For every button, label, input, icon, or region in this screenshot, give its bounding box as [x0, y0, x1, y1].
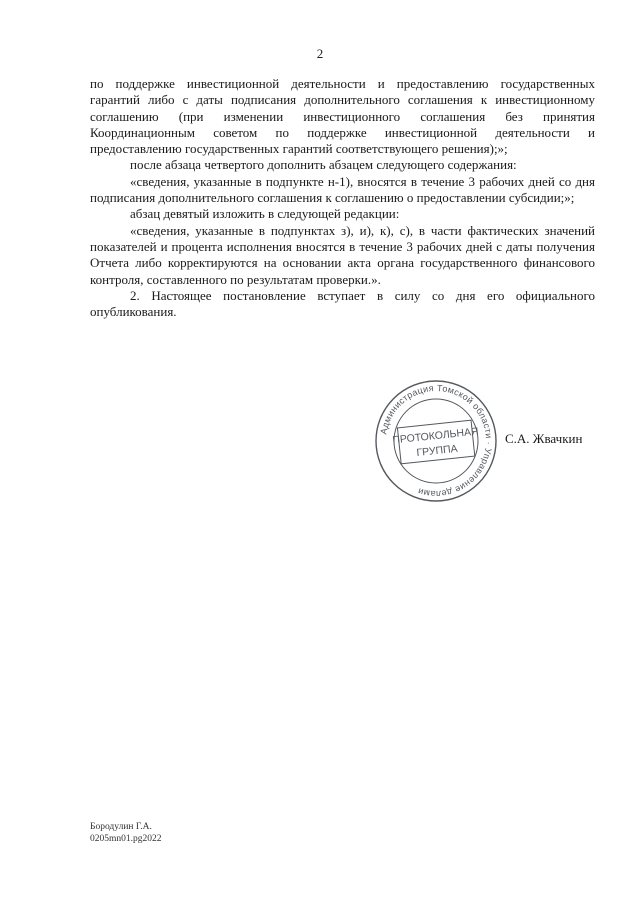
footer-doc-code: 0205mn01.pg2022	[90, 834, 162, 844]
stamp-center-line2: ГРУППА	[415, 442, 459, 460]
stamp-center-line1: ПРОТОКОЛЬНАЯ	[391, 425, 480, 447]
body-text	[90, 76, 595, 320]
paragraph: «сведения, указанные в подпунктах з), и), к), с), в части фактических значений показателей и процента исполнения вносятся в течение 3 рабочих дней с даты получения Отчета либо корректируются на основании акта органа государственного финансового контроля, составленного по результатам проверки.».	[90, 222, 595, 287]
stamp-ring-text: Администрация Томской области · Управление делами	[378, 382, 495, 500]
paragraph: после абзаца четвертого дополнить абзацем следующего содержания:	[130, 157, 517, 173]
official-stamp	[373, 378, 499, 504]
footer	[90, 821, 162, 845]
paragraph: абзац девятый изложить в следующей редакции:	[130, 206, 400, 222]
paragraph: по поддержке инвестиционной деятельности и предоставлению государственных гарантий либо с даты подписания дополнительного соглашения к инвестиционному соглашению (при изменении инвестиционного соглашения без принятия Координационным советом по поддержке инвестиционной деятельности и предоставлению государственных гарантий соответствующего решения);»;	[90, 76, 595, 157]
footer-author: Бородулин Г.А.	[90, 822, 152, 832]
paragraph: «сведения, указанные в подпункте н-1), вносятся в течение 3 рабочих дней со дня подписания дополнительного соглашения к соглашению о предоставлении субсидии;»;	[90, 173, 595, 206]
signature-name: С.А. Жвачкин	[505, 431, 583, 446]
page-number: 2	[316, 46, 324, 61]
paragraph: 2. Настоящее постановление вступает в силу со дня его официального опубликования.	[90, 287, 595, 320]
